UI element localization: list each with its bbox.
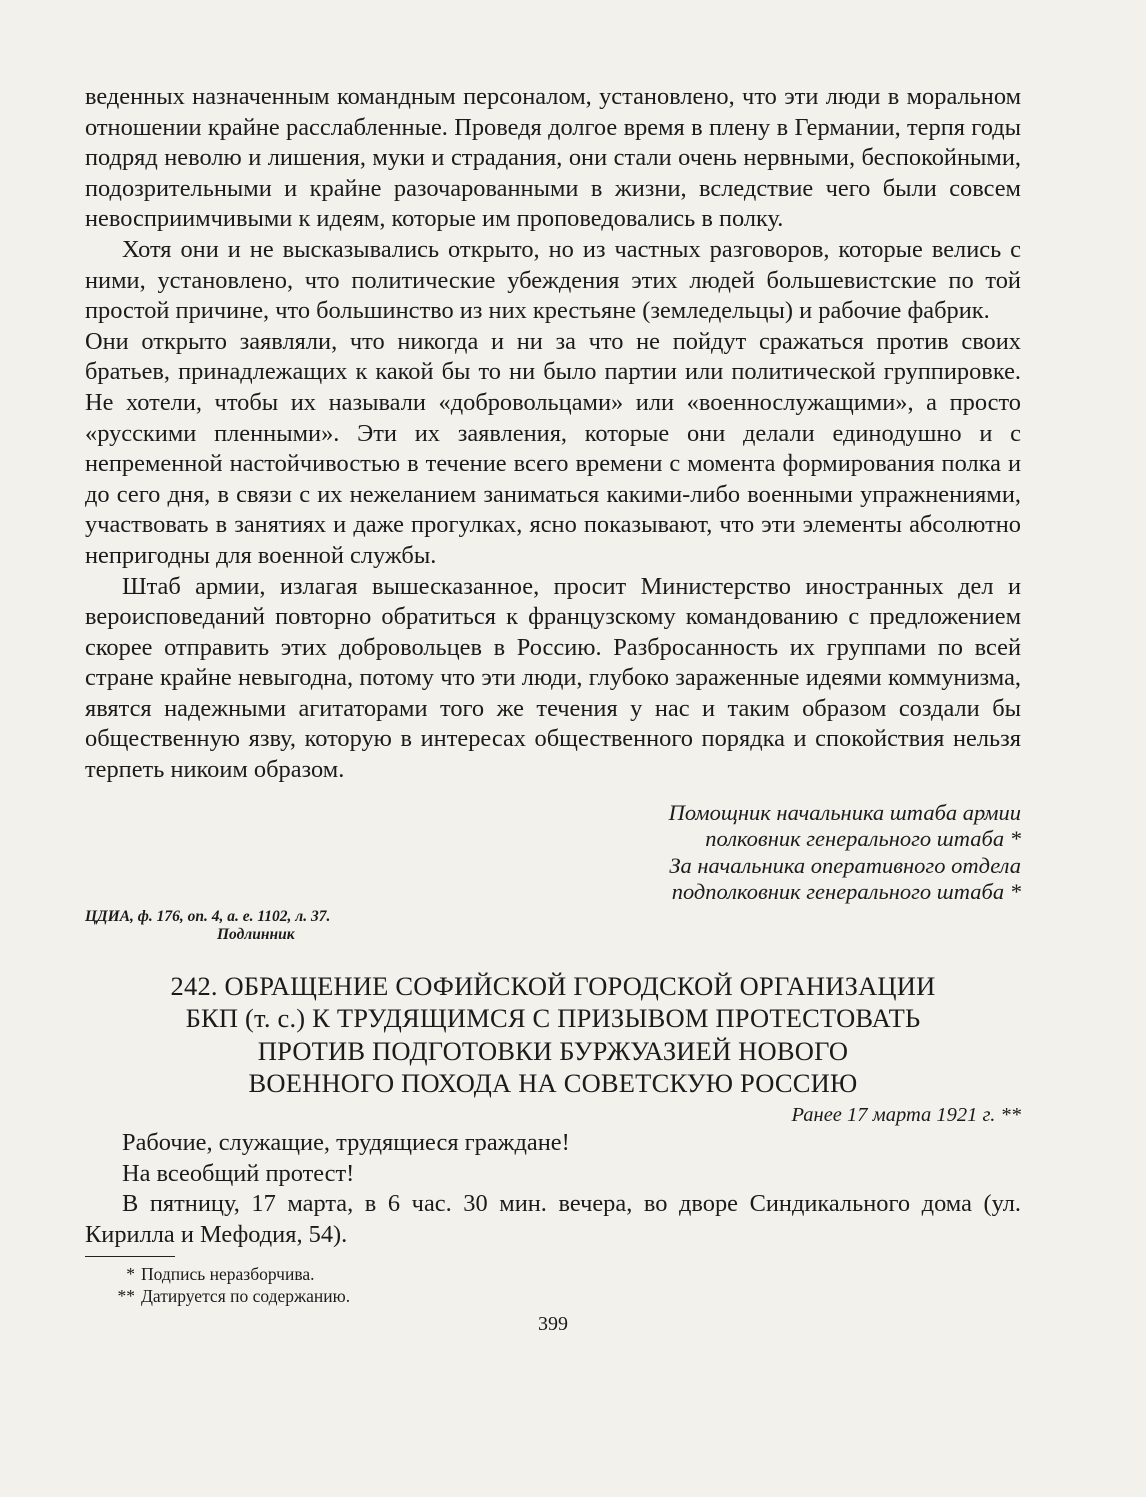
footnote-mark: ** [117, 1286, 135, 1307]
archive-source [85, 908, 1021, 944]
signature-line-3: За начальника оперативного отдела [669, 852, 1021, 878]
document-date: Ранее 17 марта 1921 г. ** [791, 1104, 1021, 1127]
document-title-line-1: 242. ОБРАЩЕНИЕ СОФИЙСКОЙ ГОРОДСКОЙ ОРГАНИЗАЦИИ [170, 970, 936, 1001]
document-title-line-3: ПРОТИВ ПОДГОТОВКИ БУРЖУАЗИЕЙ НОВОГО [257, 1035, 849, 1066]
appeal-text [85, 1128, 1021, 1250]
footnote-text: Подпись неразборчива. [141, 1264, 315, 1285]
appeal-line-1: Рабочие, служащие, трудящиеся граждане! [122, 1129, 570, 1157]
report-paragraph-2: Хотя они и не высказывались открыто, но из частных разговоров, которые велись с ними, установлено, что политические убеждения этих людей большевистские по той простой причине, что большинство из них крестьяне (земледельцы) и рабочие фабрик. [85, 235, 1021, 325]
page-number: 399 [538, 1313, 568, 1336]
document-title-line-2: БКП (т. с.) К ТРУДЯЩИМСЯ С ПРИЗЫВОМ ПРОТЕСТОВАТЬ [185, 1003, 921, 1034]
document-title-line-4: ВОЕННОГО ПОХОДА НА СОВЕТСКУЮ РОССИЮ [248, 1068, 858, 1099]
footnote-1 [109, 1263, 1021, 1285]
footnote-text: Датируется по содержанию. [141, 1286, 351, 1307]
report-paragraph-1: веденных назначенным командным персоналом, установлено, что эти люди в моральном отношении крайне расслабленные. Проведя долгое время в плену в Германии, терпя годы подряд неволю и лишения, муки и страдания, они стали очень нервными, беспокойными, подозрительными и крайне разочарованными в жизни, вследствие чего были совсем невосприимчивыми к идеям, которые им проповедовались в полку. [85, 83, 1021, 233]
footnote-2 [109, 1285, 1021, 1307]
footnote-divider [85, 1256, 175, 1257]
footnotes [85, 1263, 1021, 1307]
report-paragraph-4: Штаб армии, излагая вышесказанное, просит Министерство иностранных дел и вероисповеданий повторно обратиться к французскому командованию с предложением скорее отправить этих добровольцев в Россию. Разбросанность их группами по всей стране крайне невыгодна, потому что эти люди, глубоко зараженные идеями коммунизма, явятся надежными агитаторами того же течения у нас и таким образом создали бы общественную язву, которую в интересах общественного порядка и спокойствия нельзя терпеть никоим образом. [85, 572, 1021, 784]
page [85, 82, 1021, 1336]
appeal-line-3: В пятницу, 17 марта, в 6 час. 30 мин. вечера, во дворе Синдикального дома (ул. Кирилла и Мефодия, 54). [85, 1190, 1021, 1248]
appeal-line-2: На всеобщий протест! [122, 1159, 355, 1187]
signature-line-2: полковник генерального штаба * [705, 826, 1021, 852]
footnote-mark: * [126, 1264, 135, 1285]
signature-block [85, 800, 1021, 906]
archive-reference: ЦДИА, ф. 176, оп. 4, а. е. 1102, л. 37. [85, 907, 331, 925]
report-paragraph-3: Они открыто заявляли, что никогда и ни за что не пойдут сражаться против своих братьев, принадлежащих к какой бы то ни было партии или политической группировке. Не хотели, чтобы их называли «добровольцами» или «военнослужащими», а просто «русскими пленными». Эти их заявления, которые они делали единодушно и с непременной настойчивостью в течение всего времени с момента формирования полка и до сего дня, в связи с их нежеланием заниматься какими-либо военными упражнениями, участвовать в занятиях и даже прогулках, ясно показывают, что эти элементы абсолютно непригодны для военной службы. [85, 327, 1021, 569]
signature-line-1: Помощник начальника штаба армии [668, 799, 1021, 825]
archive-original-note: Подлинник [217, 925, 295, 943]
document-title [85, 970, 1021, 1100]
signature-line-4: подполковник генерального штаба * [671, 879, 1021, 905]
report-text [85, 82, 1021, 786]
